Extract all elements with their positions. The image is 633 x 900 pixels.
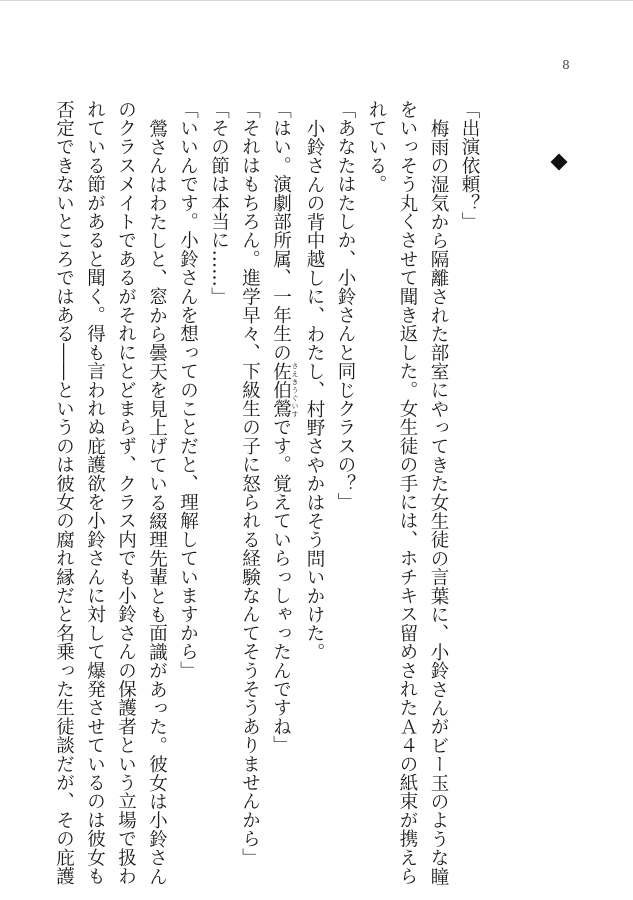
text-line-9: 「その節は本当に……」 (208, 100, 230, 306)
page-number: 8 (562, 58, 570, 72)
text-line-13: れている節があると聞く。得も言われぬ庇護欲を小鈴さんに対して爆発させているのは彼女も (84, 100, 106, 886)
text-line-2: 梅雨の湿気から隔離された部室にやってきた女生徒の言葉に、小鈴さんがビー玉のような瞳 (428, 118, 449, 886)
text-line-3: をいっそう丸くさせて聞き返した。女生徒の手には、ホチキス留めされたＡ４の紙束が携えら (397, 100, 418, 886)
top-rule (0, 0, 633, 1)
text-line-12: のクラスメイトであるがそれにとどまらず、クラス内でも小鈴さんの保護者という立場で扱わ (115, 100, 137, 886)
text-line-11: 鶯さんはわたしと、窓から曇天を見上げている綴理先輩とも面識があった。彼女は小鈴さん (146, 118, 168, 886)
text-line-5: 「あなたはたしか、小鈴さんと同じクラスの？」 (335, 100, 356, 512)
vertical-text-body (49, 100, 486, 886)
text-line-7-end: です。覚えていらっしゃったんですね」 (270, 417, 292, 755)
text-line-6: 小鈴さんの背中越しに、わたし、村野さやかはそう問いかけた。 (304, 118, 325, 661)
text-line-10: 「いいんです。小鈴さんを想ってのことだと、理解していますから」 (177, 100, 199, 680)
text-line-1: 「出演依頼？」 (459, 100, 480, 231)
ruby-reading: さえきうぐいす (291, 361, 299, 418)
text-line-8: 「それはもちろん。進学早々、下級生の子に怒られる経験なんてそうそうありませんから」 (239, 100, 261, 867)
text-line-14: 否定できないところではある――というのは彼女の腐れ縁だと名乗った生徒談だが、その庇護 (53, 100, 75, 886)
text-line-7 (266, 100, 300, 860)
text-line-4: れている。 (366, 100, 387, 194)
ruby-name (270, 361, 299, 418)
ruby-base: 佐伯鶯 (270, 361, 292, 418)
text-line-7-start: 「はい。演劇部所属、一年生の (270, 100, 292, 362)
section-diamond-icon (551, 154, 568, 171)
